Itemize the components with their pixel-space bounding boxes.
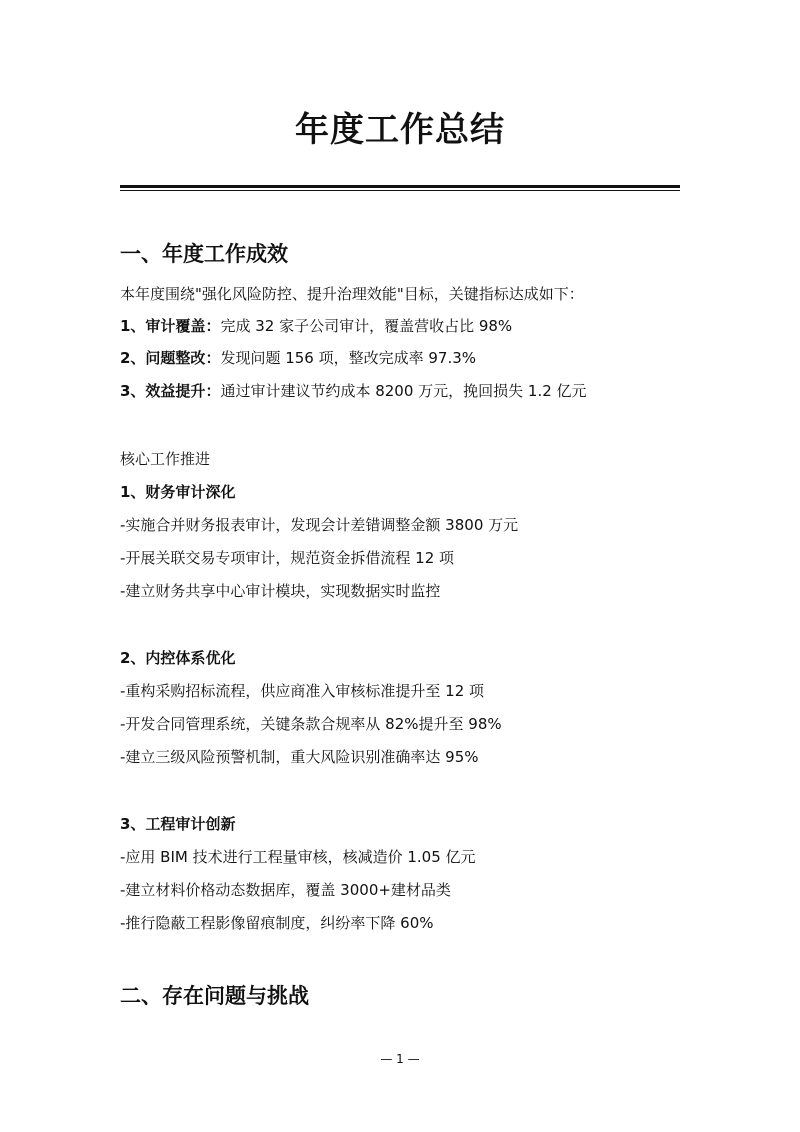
list-item: -建立材料价格动态数据库，覆盖 3000+建材品类: [120, 881, 451, 899]
section-intro: 本年度围绕"强化风险防控、提升治理效能"目标，关键指标达成如下：: [120, 285, 584, 303]
title-divider-thin: [120, 190, 680, 191]
metric-label: 1、审计覆盖：: [120, 317, 221, 335]
metric-issue-rectification: [120, 347, 476, 369]
list-item: -实施合并财务报表审计，发现会计差错调整金额 3800 万元: [120, 516, 519, 534]
list-item: -开发合同管理系统，关键条款合规率从 82%提升至 98%: [120, 715, 502, 733]
metric-label: 2、问题整改：: [120, 349, 221, 367]
metric-text: 发现问题 156 项，整改完成率 97.3%: [220, 349, 477, 367]
section-heading-challenges: 二、存在问题与挑战: [120, 984, 309, 1008]
group-heading-internal-control: 2、内控体系优化: [120, 649, 236, 667]
core-work-title: 核心工作推进: [120, 450, 211, 468]
list-item: -应用 BIM 技术进行工程量审核，核减造价 1.05 亿元: [120, 848, 476, 866]
list-item: -建立三级风险预警机制，重大风险识别准确率达 95%: [120, 748, 479, 766]
metric-text: 通过审计建议节约成本 8200 万元，挽回损失 1.2 亿元: [220, 382, 587, 400]
document-title: 年度工作总结: [295, 110, 505, 150]
metric-label: 3、效益提升：: [120, 382, 221, 400]
section-heading-achievements: 一、年度工作成效: [120, 242, 288, 266]
metric-benefit-improvement: [120, 380, 587, 402]
group-heading-financial-audit: 1、财务审计深化: [120, 483, 236, 501]
title-divider-thick: [120, 185, 680, 188]
metric-audit-coverage: [120, 315, 512, 337]
metric-text: 完成 32 家子公司审计，覆盖营收占比 98%: [220, 317, 513, 335]
group-heading-engineering-audit: 3、工程审计创新: [120, 815, 236, 833]
list-item: -推行隐蔽工程影像留痕制度，纠纷率下降 60%: [120, 914, 434, 932]
list-item: -开展关联交易专项审计，规范资金拆借流程 12 项: [120, 549, 455, 567]
page-number: — 1 —: [380, 1052, 420, 1066]
list-item: -建立财务共享中心审计模块，实现数据实时监控: [120, 582, 441, 600]
list-item: -重构采购招标流程，供应商准入审核标准提升至 12 项: [120, 682, 485, 700]
